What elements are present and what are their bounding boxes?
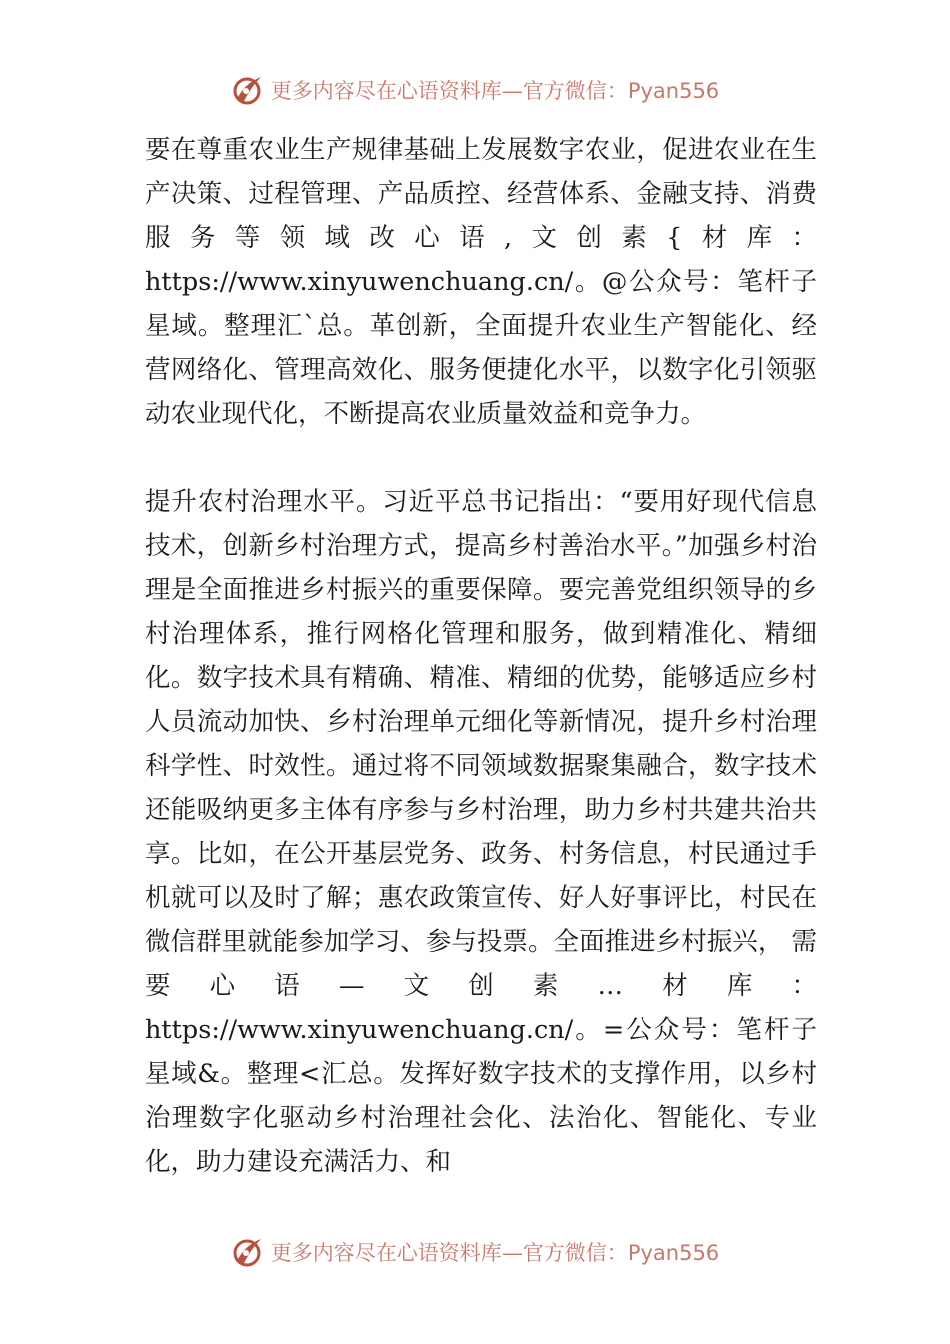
brush-stroke-logo-icon xyxy=(231,73,265,107)
header-banner xyxy=(0,70,950,110)
header-banner-wechat-id: Pyan556 xyxy=(627,79,720,103)
footer-banner-wechat-id: Pyan556 xyxy=(627,1241,720,1265)
footer-banner-title: 更多内容尽在心语资料库 xyxy=(270,1241,502,1265)
paragraph-2: 提升农村治理水平。习近平总书记指出：“要用好现代信息技术，创新乡村治理方式，提高乡村善治水平。”加强乡村治理是全面推进乡村振兴的重要保障。要完善党组织领导的乡村治理体系，推行网格化管理和服务，做到精准化、精细化。数字技术具有精确、精准、精细的优势，能够适应乡村人员流动加快、乡村治理单元细化等新情况，提升乡村治理科学性、时效性。通过将不同领域数据聚集融合，数字技术还能吸纳更多主体有序参与乡村治理，助力乡村共建共治共享。比如，在公开基层党务、政务、村务信息，村民通过手机就可以及时了解；惠农政策宣传、好人好事评比，村民在微信群里就能参加学习、参与投票。全面推进乡村振兴， 需要心语—文创素…材库：https://www.xinyuwenchuang.cn/。=公众号：笔杆子星域&。整理<汇总。发挥好数字技术的支撑作用，以乡村治理数字化驱动乡村治理社会化、法治化、智能化、专业化，助力建设充满活力、和 xyxy=(145,487,817,1177)
header-banner-text xyxy=(271,75,719,105)
footer-banner xyxy=(0,1232,950,1272)
brush-stroke-logo-icon xyxy=(231,1235,265,1269)
footer-banner-text xyxy=(271,1237,719,1267)
document-body xyxy=(145,128,817,1184)
footer-banner-wechat-label: 官方微信： xyxy=(522,1241,628,1265)
header-banner-dash: — xyxy=(501,79,523,103)
header-banner-wechat-label: 官方微信： xyxy=(522,79,628,103)
header-banner-title: 更多内容尽在心语资料库 xyxy=(270,79,502,103)
paragraph-1: 要在尊重农业生产规律基础上发展数字农业，促进农业在生产决策、过程管理、产品质控、经营体系、金融支持、消费服务等领域改心语,文创素{材库：https://www.xinyuwenchuang.cn/。@公众号：笔杆子星域。整理汇`总。革创新，全面提升农业生产智能化、经营网络化、管理高效化、服务便捷化水平，以数字化引领驱动农业现代化，不断提高农业质量效益和竞争力。 xyxy=(145,135,817,429)
footer-banner-dash: — xyxy=(501,1241,523,1265)
